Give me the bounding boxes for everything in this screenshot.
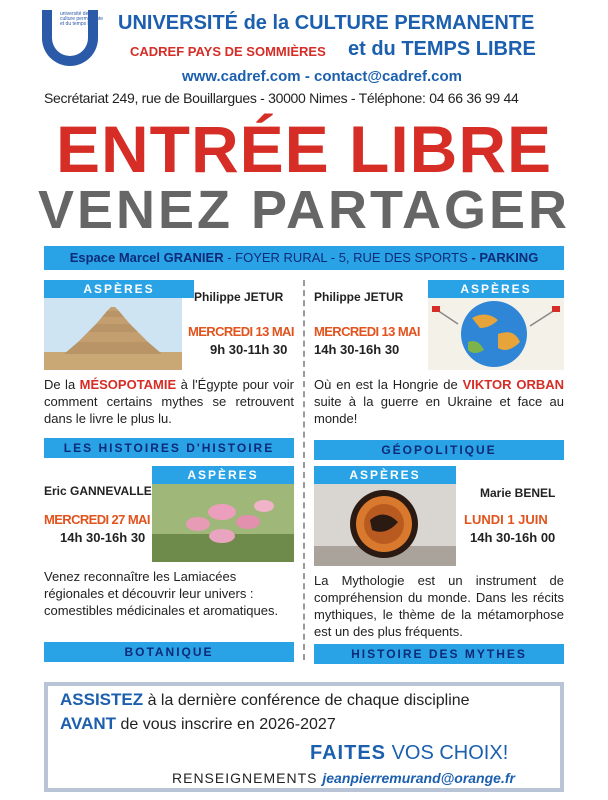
cadref-logo bbox=[34, 4, 110, 74]
event3-location-tag: ASPÈRES bbox=[152, 466, 294, 484]
event1-time: 9h 30-11h 30 bbox=[210, 342, 288, 357]
event3-speaker: Eric GANNEVALLE bbox=[44, 484, 152, 498]
event4-location-tag: ASPÈRES bbox=[314, 466, 456, 484]
footer-email[interactable]: jeanpierremurand@orange.fr bbox=[322, 770, 515, 786]
event4-description: La Mythologie est un instrument de compréhension du monde. Dans les récits mythiques, le thème de la métamorphose est un des plus fréquents. bbox=[314, 573, 564, 639]
header-title-line2: et du TEMPS LIBRE bbox=[348, 38, 536, 60]
event2-location-tag: ASPÈRES bbox=[428, 280, 564, 298]
footer-line2 bbox=[60, 714, 336, 734]
event1-desc-b: à l'Égypte pour voir comment certains mythes se retrouvent dans le livre le plus lu. bbox=[44, 377, 294, 426]
event1-photo-pyramid bbox=[44, 298, 182, 370]
event3-photo-flower bbox=[152, 484, 294, 562]
event3-category: BOTANIQUE bbox=[44, 642, 294, 662]
event1-location-tag: ASPÈRES bbox=[44, 280, 194, 298]
header-title-line1: UNIVERSITÉ de la CULTURE PERMANENTE bbox=[118, 12, 535, 34]
event1-desc-a: De la bbox=[44, 377, 80, 392]
event2-speaker: Philippe JETUR bbox=[314, 290, 404, 304]
footer-line1 bbox=[60, 690, 470, 710]
event3-description: Venez reconnaître les Lamiacées régionales et découvrir leur univers : comestibles médicinales et aromatiques. bbox=[44, 569, 279, 618]
event4-date: LUNDI 1 JUIN bbox=[464, 512, 548, 527]
event3-date: MERCREDI 27 MAI bbox=[44, 512, 150, 527]
event1-desc-highlight: MÉSOPOTAMIE bbox=[79, 377, 177, 392]
footer-line2-rest: de vous inscrire en 2026-2027 bbox=[116, 716, 336, 733]
headline-entree-libre: ENTRÉE LIBRE bbox=[55, 112, 553, 186]
headline-venez-partager: VENEZ PARTAGER bbox=[37, 180, 571, 240]
header-address: Secrétariat 249, rue de Bouillargues - 30000 Nimes - Téléphone: 04 66 36 99 44 bbox=[44, 90, 519, 106]
event2-desc-highlight: VIKTOR ORBAN bbox=[462, 377, 565, 392]
event1-category: LES HISTOIRES D'HISTOIRE bbox=[44, 438, 294, 458]
venue-bar bbox=[44, 246, 564, 270]
venue-part1: Espace Marcel GRANIER bbox=[69, 250, 224, 265]
footer-avant: AVANT bbox=[60, 714, 117, 733]
footer-line3-rest: VOS CHOIX! bbox=[386, 742, 509, 764]
event2-desc-a: Où en est la Hongrie de bbox=[314, 377, 463, 392]
event4-category: HISTOIRE DES MYTHES bbox=[314, 644, 564, 664]
event2-desc-b: suite à la guerre en Ukraine et face au monde! bbox=[314, 394, 564, 426]
event4-time: 14h 30-16h 00 bbox=[470, 530, 556, 545]
logo-mini-text: université de la culture permanente et du temps libre bbox=[60, 11, 104, 27]
footer-line3 bbox=[310, 742, 508, 765]
footer-renseignements: RENSEIGNEMENTS bbox=[172, 770, 323, 786]
venue-part2: - FOYER RURAL - bbox=[223, 250, 339, 265]
footer-assistez: ASSISTEZ bbox=[60, 690, 144, 709]
event1-date: MERCREDI 13 MAI bbox=[188, 324, 294, 339]
column-divider bbox=[303, 280, 305, 660]
header-subtitle: CADREF PAYS DE SOMMIÈRES bbox=[130, 44, 326, 59]
footer-line4 bbox=[172, 770, 515, 786]
event4-speaker: Marie BENEL bbox=[480, 486, 556, 500]
footer-line1-rest: à la dernière conférence de chaque discipline bbox=[143, 692, 470, 709]
event2-photo-globe bbox=[428, 298, 564, 370]
event1-speaker: Philippe JETUR bbox=[194, 290, 284, 304]
venue-part3: 5, RUE DES SPORTS bbox=[338, 250, 468, 265]
event2-description bbox=[314, 376, 564, 427]
event2-category: GÉOPOLITIQUE bbox=[314, 440, 564, 460]
event3-time: 14h 30-16h 30 bbox=[60, 530, 146, 545]
event2-time: 14h 30-16h 30 bbox=[314, 342, 400, 357]
logo-vertical-text: cadref bbox=[34, 4, 41, 24]
event1-description bbox=[44, 376, 294, 427]
event4-photo-vase bbox=[314, 484, 456, 566]
event2-date: MERCREDI 13 MAI bbox=[314, 324, 420, 339]
header-web-contact: www.cadref.com - contact@cadref.com bbox=[182, 68, 462, 85]
footer-faites: FAITES bbox=[310, 742, 387, 764]
venue-part4: - PARKING bbox=[467, 250, 539, 265]
